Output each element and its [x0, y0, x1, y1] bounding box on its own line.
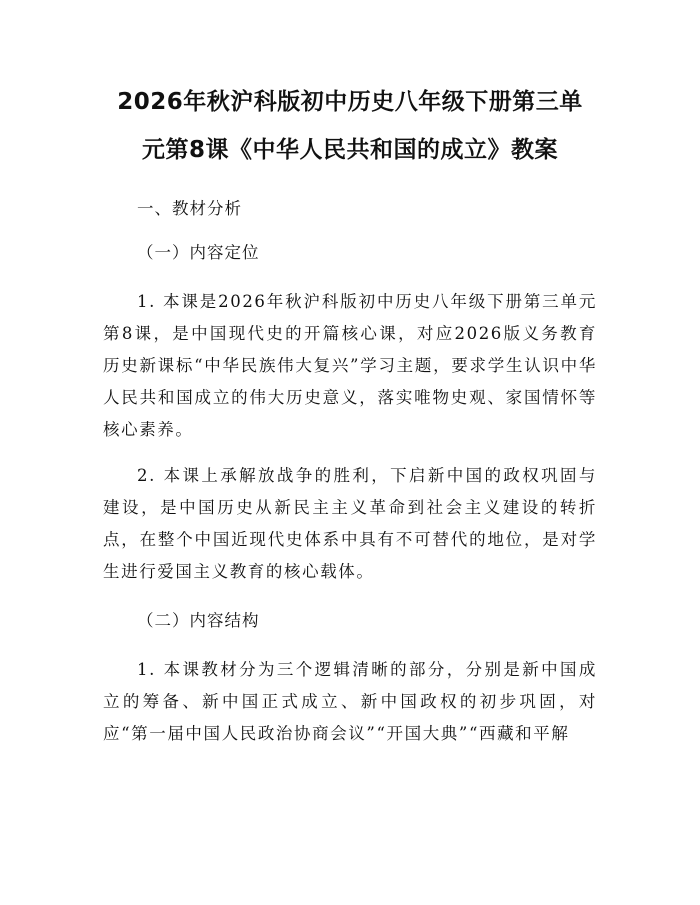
subsection-heading-content-positioning: （一）内容定位: [137, 243, 260, 262]
subsection-heading-content-structure: （二）内容结构: [137, 611, 260, 630]
title-line-2: 元第8课《中华人民共和国的成立》教案: [141, 137, 558, 163]
document-title: [103, 0, 597, 174]
paragraph-3: 1. 本课教材分为三个逻辑清晰的部分，分别是新中国成立的筹备、新中国正式成立、新中国政权的初步巩固，对应“第一届中国人民政治协商会议”“开国大典”“西藏和平解: [103, 660, 597, 743]
title-line-1: 2026年秋沪科版初中历史八年级下册第三单: [117, 89, 583, 115]
section-heading-teaching-material-analysis: 一、教材分析: [137, 199, 242, 218]
paragraph-1: 1. 本课是2026年秋沪科版初中历史八年级下册第三单元第8课，是中国现代史的开篇核心课，对应2026版义务教育历史新课标“中华民族伟大复兴”学习主题，要求学生认识中华人民共和国成立的伟大历史意义，落实唯物史观、家国情怀等核心素养。: [103, 292, 597, 439]
paragraph-2: 2. 本课上承解放战争的胜利，下启新中国的政权巩固与建设，是中国历史从新民主主义革命到社会主义建设的转折点，在整个中国近现代史体系中具有不可替代的地位，是对学生进行爱国主义教育的核心载体。: [103, 466, 597, 581]
